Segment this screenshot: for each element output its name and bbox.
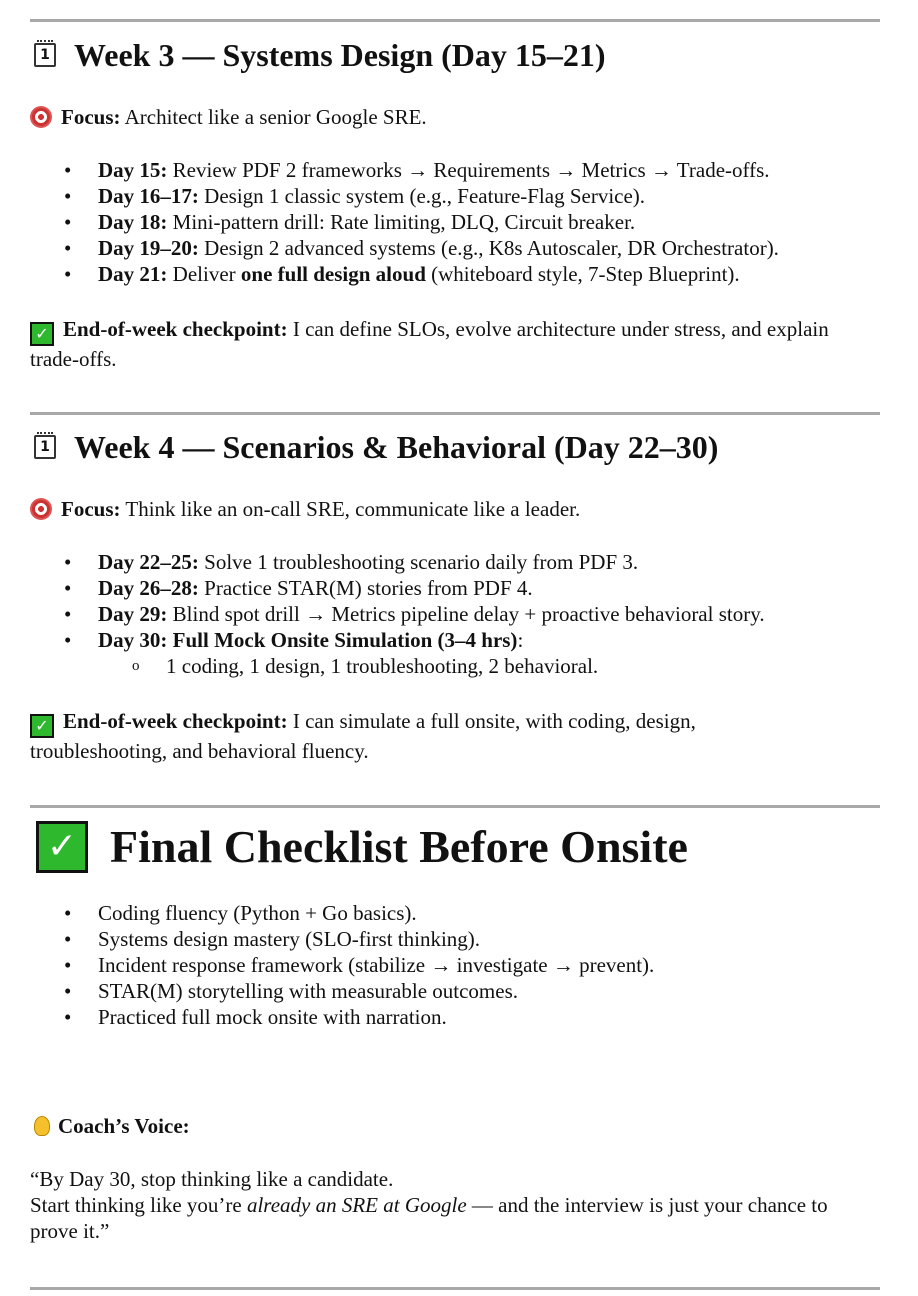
checkmark-icon: ✓ (30, 714, 54, 738)
week3-list (30, 157, 890, 287)
divider (30, 805, 880, 808)
week4-focus: Focus: Think like an on-call SRE, communicate like a leader. (30, 496, 890, 522)
week4-list (30, 549, 890, 679)
target-icon (30, 498, 52, 520)
calendar-icon: 1 (34, 43, 56, 67)
final-heading (30, 819, 890, 875)
list-item: • Day 19–20: Design 2 advanced systems (e.g., K8s Autoscaler, DR Orchestrator). (30, 235, 890, 261)
sub-list-item: o 1 coding, 1 design, 1 troubleshooting, 2 behavioral. (30, 653, 890, 679)
week3-focus (30, 104, 890, 130)
checkmark-icon: ✓ (30, 322, 54, 346)
list-item: • Day 29: Blind spot drill → Metrics pipeline delay + proactive behavioral story. (30, 601, 890, 627)
list-item: • Day 16–17: Design 1 classic system (e.g., Feature-Flag Service). (30, 183, 890, 209)
divider (30, 19, 880, 22)
coach-heading: Coach’s Voice: (30, 1113, 890, 1139)
final-list (30, 900, 890, 1030)
week3-title: Week 3 — Systems Design (Day 15–21) (74, 37, 606, 73)
target-icon (30, 106, 52, 128)
coach-quote: “By Day 30, stop thinking like a candidate. Start thinking like you’re already an SRE at Google — and the interview is just your chance to prove it.” (30, 1167, 828, 1243)
week4-title: Week 4 — Scenarios & Behavioral (Day 22–30) (74, 429, 719, 465)
list-item: • Systems design mastery (SLO-first thinking). (30, 926, 890, 952)
focus-text: Architect like a senior Google SRE. (120, 105, 427, 129)
week3-heading (30, 35, 890, 75)
list-item: • Day 30: Full Mock Onsite Simulation (3–4 hrs): (30, 627, 890, 653)
list-item: • Day 21: Deliver one full design aloud (whiteboard style, 7-Step Blueprint). (30, 261, 890, 287)
list-item: • STAR(M) storytelling with measurable outcomes. (30, 978, 890, 1004)
focus-label: Focus: (61, 105, 121, 129)
list-item: • Day 26–28: Practice STAR(M) stories from PDF 4. (30, 575, 890, 601)
list-item: • Day 18: Mini-pattern drill: Rate limiting, DLQ, Circuit breaker. (30, 209, 890, 235)
list-item: • Coding fluency (Python + Go basics). (30, 900, 890, 926)
week3-checkpoint: ✓ End-of-week checkpoint: I can define SLOs, evolve architecture under stress, and explain trade-offs. (30, 317, 829, 371)
week4-checkpoint: ✓ End-of-week checkpoint: I can simulate a full onsite, with coding, design, troubleshooting, and behavioral fluency. (30, 709, 696, 763)
lightbulb-icon (34, 1116, 50, 1136)
final-title: Final Checklist Before Onsite (110, 821, 688, 872)
divider (30, 1287, 880, 1290)
checkmark-icon: ✓ (36, 821, 88, 873)
list-item: • Day 22–25: Solve 1 troubleshooting scenario daily from PDF 3. (30, 549, 890, 575)
list-item: • Incident response framework (stabilize → investigate → prevent). (30, 952, 890, 978)
divider (30, 412, 880, 415)
list-item: • Day 15: Review PDF 2 frameworks → Requirements → Metrics → Trade-offs. (30, 157, 890, 183)
list-item: • Practiced full mock onsite with narration. (30, 1004, 890, 1030)
calendar-icon: 1 (34, 435, 56, 459)
week4-heading (30, 427, 890, 467)
